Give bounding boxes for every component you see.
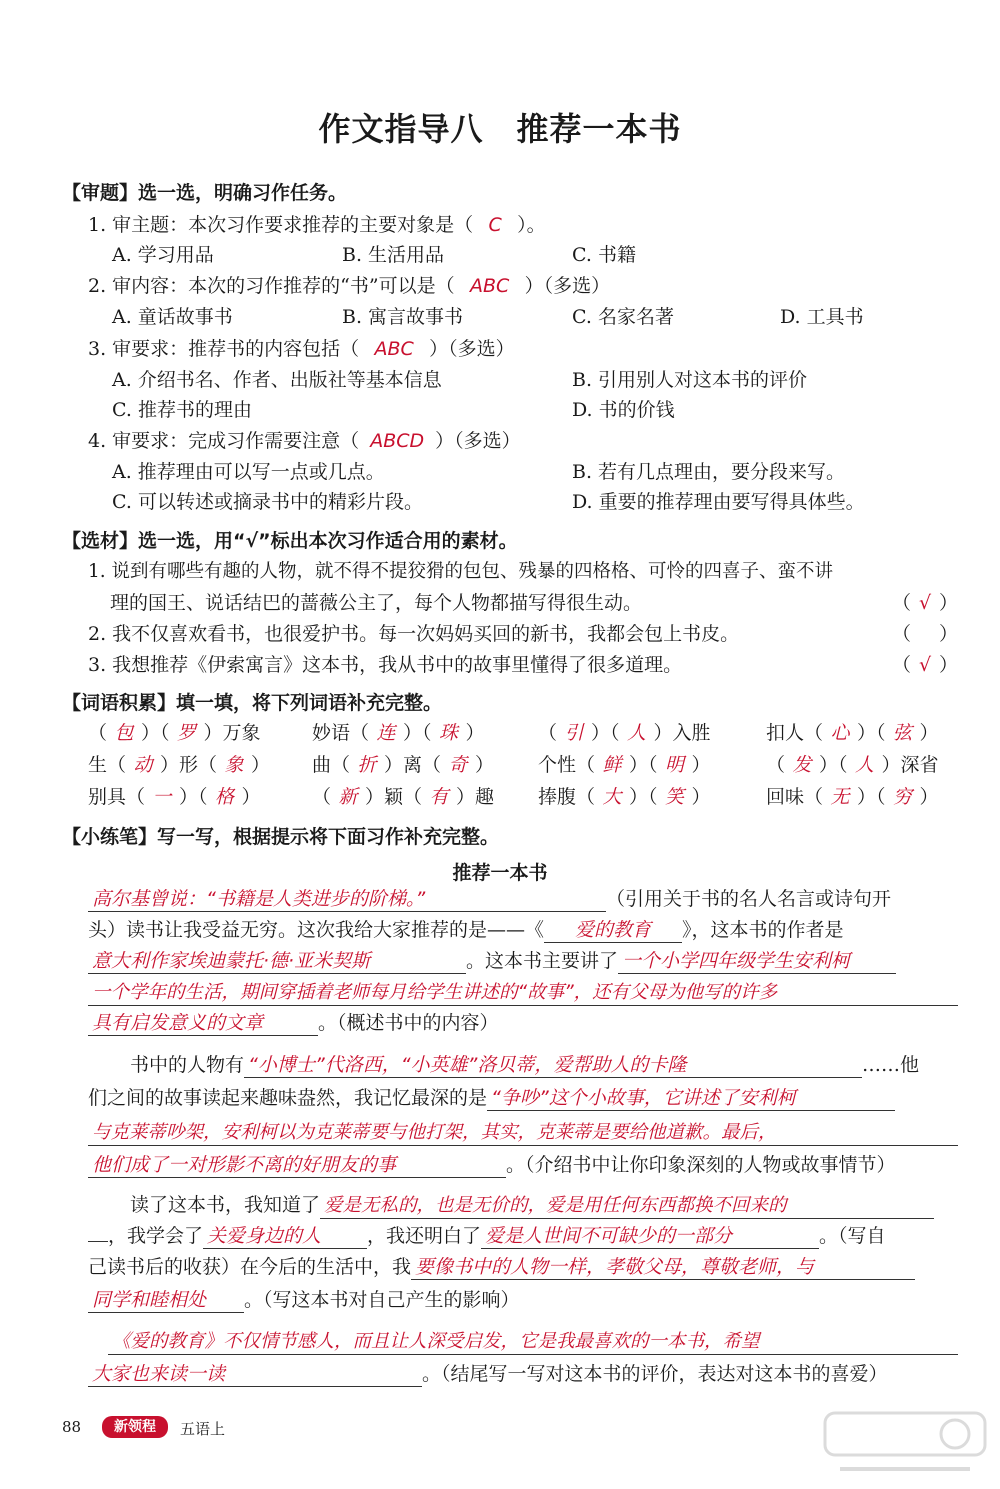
- idiom-3-3: [538, 784, 711, 810]
- idiom-answer: 奇: [448, 754, 468, 776]
- idiom-answer: 笑: [665, 786, 685, 808]
- idiom-text: 回味（: [766, 786, 824, 808]
- idiom-text: ）形（: [160, 754, 218, 776]
- section-ciyu: 【词语积累】填一填，将下列词语补充完整。: [62, 692, 443, 714]
- q4-stem-b: ）（多选）: [435, 430, 521, 452]
- idiom-answer: 一: [152, 786, 172, 808]
- q4-option-c: C. 可以转述或摘录书中的精彩片段。: [112, 491, 423, 513]
- xuancai-mark-1-rp: ）: [939, 592, 959, 614]
- idiom-text: 个性（: [538, 754, 596, 776]
- essay-p3-line2: [88, 1223, 886, 1249]
- idiom-text: ）: [691, 786, 711, 808]
- essay-p2-line1: [130, 1052, 919, 1078]
- idiom-text: ）: [241, 786, 261, 808]
- idiom-answer: 明: [665, 754, 685, 776]
- idiom-1-2: [312, 720, 485, 746]
- idiom-answer: 心: [830, 722, 850, 744]
- idiom-answer: 象: [224, 754, 244, 776]
- essay-p3-text2: ，我学会了: [108, 1225, 204, 1247]
- q2-option-b: B. 寓言故事书: [342, 306, 464, 328]
- essay-p3-text5: 己读书后的收获）在今后的生活中，我: [88, 1256, 412, 1278]
- idiom-text: ）: [251, 754, 271, 776]
- q2-answer: ABC: [469, 275, 510, 297]
- q4-answer: ABCD: [370, 430, 425, 452]
- idiom-1-3: [538, 720, 711, 746]
- q4-option-a: A. 推荐理由可以写一点或几点。: [112, 461, 385, 483]
- essay-p3-text4: 。（写自: [819, 1225, 886, 1247]
- idiom-2-4: [766, 752, 939, 778]
- check-mark-1: √: [918, 592, 932, 614]
- book-title-blank: 爱的教育: [544, 918, 682, 943]
- essay-p4-line2: [88, 1361, 888, 1387]
- idiom-text: 别具（: [88, 786, 146, 808]
- idiom-2-2: [312, 752, 494, 778]
- essay-p3-line4: [88, 1287, 520, 1313]
- essay-title: 推荐一本书: [452, 862, 548, 884]
- idiom-answer: 包: [114, 722, 134, 744]
- q1-stem-b: ）。: [517, 214, 546, 236]
- influence-blank-1: 要像书中的人物一样，孝敬父母，尊敬老师，与: [411, 1255, 915, 1280]
- page-number: 88: [62, 1418, 82, 1436]
- idiom-3-4: [766, 784, 939, 810]
- q4-option-d: D. 重要的推荐理由要写得具体些。: [572, 491, 865, 513]
- idiom-text: ）万象: [203, 722, 261, 744]
- idiom-text: 捧腹（: [538, 786, 596, 808]
- essay-p1-text5: 。（概述书中的内容）: [318, 1012, 499, 1034]
- idiom-1-4: [766, 720, 939, 746]
- xuancai-mark-3-lp: （: [892, 654, 912, 676]
- idiom-text: （: [766, 754, 786, 776]
- story-blank-3: 他们成了一对形影不离的好朋友的事: [88, 1153, 506, 1178]
- q3-stem: [88, 336, 515, 362]
- essay-p3-line3: [88, 1254, 915, 1280]
- ending-blank-2: 大家也来读一读: [88, 1362, 422, 1387]
- learned-blank-tail: [88, 1241, 108, 1242]
- q1-stem-a: 1. 审主题：本次习作要求推荐的主要对象是（: [88, 214, 474, 236]
- idiom-text: ）颖（: [365, 786, 423, 808]
- idiom-text: ）（: [629, 754, 658, 776]
- essay-p1-line5: [88, 1010, 499, 1036]
- idiom-text: ）（: [179, 786, 208, 808]
- idiom-text: ）离（: [384, 754, 442, 776]
- xuancai-mark-3: [892, 652, 958, 678]
- story-blank-2: 与克莱蒂吵架，安利柯以为克莱蒂要与他打架，其实，克莱蒂是要给他道歉。最后，: [88, 1121, 958, 1146]
- idiom-answer: 罗: [177, 722, 197, 744]
- idiom-answer: 穷: [893, 786, 913, 808]
- xuancai-mark-3-rp: ）: [939, 654, 959, 676]
- idiom-text: ）（: [591, 722, 620, 744]
- q1-stem: [88, 212, 546, 238]
- idiom-2-3: [538, 752, 711, 778]
- xuancai-item-1a: 1. 说到有哪些有趣的人物，就不得不提狡猾的包包、残暴的四格格、可怜的四喜子、蛮不讲: [88, 561, 834, 582]
- idiom-text: 扣人（: [766, 722, 824, 744]
- xuancai-mark-1: [892, 590, 958, 616]
- essay-p1-line2: [88, 917, 844, 943]
- characters-blank: “小博士”代洛西，“小英雄”洛贝蒂，爱帮助人的卡隆: [244, 1053, 862, 1078]
- essay-p1-line1: [88, 886, 891, 912]
- idiom-text: ）（: [629, 786, 658, 808]
- idiom-text: （: [88, 722, 108, 744]
- grade-label: 五语上: [180, 1420, 226, 1438]
- check-mark-3: √: [918, 654, 932, 676]
- idiom-text: ）: [465, 722, 485, 744]
- idiom-answer: 有: [429, 786, 449, 808]
- q4-stem-a: 4. 审要求：完成习作需要注意（: [88, 430, 360, 452]
- q3-option-a: A. 介绍书名、作者、出版社等基本信息: [112, 369, 442, 391]
- xuancai-mark-2-lp: （: [892, 623, 912, 645]
- q3-answer: ABC: [374, 338, 414, 360]
- q4-option-b: B. 若有几点理由，要分段来写。: [572, 461, 846, 483]
- idiom-answer: 动: [133, 754, 153, 776]
- idiom-answer: 连: [376, 722, 396, 744]
- section-shenti: 【审题】选一选，明确习作任务。: [62, 182, 348, 204]
- idiom-text: ）（: [819, 754, 848, 776]
- idiom-text: 曲（: [312, 754, 351, 776]
- q2-stem-b: ）（多选）: [524, 275, 611, 297]
- q3-option-d: D. 书的价钱: [572, 399, 675, 421]
- idiom-answer: 格: [215, 786, 235, 808]
- q2-stem: [88, 273, 610, 299]
- essay-p2-line4: [88, 1152, 896, 1178]
- essay-p4-line1: [108, 1328, 958, 1355]
- brand-logo: 新领程: [102, 1416, 168, 1438]
- idiom-2-1: [88, 752, 270, 778]
- essay-p2-text4: 。（介绍书中让你印象深刻的人物或故事情节）: [506, 1154, 896, 1176]
- q3-stem-b: ）（多选）: [429, 338, 515, 360]
- idiom-answer: 发: [792, 754, 812, 776]
- essay-p2-text2: ……他: [862, 1054, 920, 1076]
- content-blank-2: 一个学年的生活，期间穿插着老师每月给学生讲述的“故事”，还有父母为他写的许多: [88, 981, 958, 1006]
- idiom-answer: 鲜: [602, 754, 622, 776]
- essay-p1-line3: [88, 948, 896, 974]
- idiom-text: （: [538, 722, 558, 744]
- essay-p1-text3: 》，这本书的作者是: [682, 919, 844, 941]
- idiom-text: ）: [691, 754, 711, 776]
- influence-blank-2: 同学和睦相处: [88, 1288, 244, 1313]
- q3-option-c: C. 推荐书的理由: [112, 399, 252, 421]
- q4-stem: [88, 428, 521, 454]
- watermark-logo: [820, 1405, 990, 1485]
- idiom-text: ）: [475, 754, 495, 776]
- idiom-answer: 人: [627, 722, 647, 744]
- idiom-answer: 珠: [439, 722, 459, 744]
- idiom-answer: 无: [830, 786, 850, 808]
- content-blank-3: 具有启发意义的文章: [88, 1011, 318, 1036]
- idiom-text: 妙语（: [312, 722, 370, 744]
- q3-option-b: B. 引用别人对这本书的评价: [572, 369, 808, 391]
- xuancai-item-3: 3. 我想推荐《伊索寓言》这本书，我从书中的故事里懂得了很多道理。: [88, 654, 683, 676]
- q2-option-c: C. 名家名著: [572, 306, 674, 328]
- author-blank: 意大利作家埃迪蒙托·德·亚米契斯: [88, 949, 466, 974]
- quote-blank: 高尔基曾说：“书籍是人类进步的阶梯。”: [88, 887, 606, 912]
- essay-p4-text1: 。（结尾写一写对这本书的评价，表达对这本书的喜爱）: [422, 1363, 888, 1385]
- xuancai-item-2: 2. 我不仅喜欢看书，也很爱护书。每一次妈妈买回的新书，我都会包上书皮。: [88, 623, 740, 645]
- skill-blank: 关爱身边的人: [203, 1224, 367, 1249]
- content-blank-1: 一个小学四年级学生安利柯: [618, 949, 896, 974]
- understood-blank: 爱是人世间不可缺少的一部分: [481, 1224, 819, 1249]
- idiom-text: ）（: [403, 722, 432, 744]
- section-xiaolianbi: 【小练笔】写一写，根据提示将下面习作补充完整。: [62, 826, 500, 848]
- idiom-text: （: [312, 786, 332, 808]
- page-title: 作文指导八 推荐一本书: [318, 110, 682, 148]
- section-xuancai: 【选材】选一选，用“√”标出本次习作适合用的素材。: [62, 530, 518, 552]
- idiom-answer: 新: [338, 786, 358, 808]
- xuancai-mark-1-lp: （: [892, 592, 912, 614]
- idiom-answer: 大: [602, 786, 622, 808]
- learned-blank: 爱是无私的，也是无价的，爱是用任何东西都换不回来的: [320, 1194, 934, 1219]
- idiom-answer: 引: [564, 722, 584, 744]
- xuancai-mark-2-rp: ）: [939, 623, 959, 645]
- idiom-text: ）（: [857, 722, 886, 744]
- idiom-1-1: [88, 720, 261, 746]
- essay-p1-text2: 头）读书让我受益无穷。这次我给大家推荐的是——《: [88, 919, 545, 941]
- xuancai-item-1b: 理的国王、说话结巴的蔷薇公主了，每个人物都描写得很生动。: [110, 592, 643, 614]
- idiom-answer: 弦: [893, 722, 913, 744]
- idiom-3-1: [88, 784, 261, 810]
- essay-p2-line2: [88, 1085, 895, 1111]
- idiom-3-2: [312, 784, 494, 810]
- q2-option-a: A. 童话故事书: [112, 306, 233, 328]
- idiom-text: ）: [919, 786, 939, 808]
- q1-option-c: C. 书籍: [572, 244, 636, 266]
- essay-p2-text3: 们之间的故事读起来趣味盎然，我记忆最深的是: [88, 1087, 488, 1109]
- essay-p2-text1: 书中的人物有: [130, 1054, 245, 1076]
- essay-p3-text3: ，我还明白了: [367, 1225, 482, 1247]
- q3-stem-a: 3. 审要求：推荐书的内容包括（: [88, 338, 360, 360]
- idiom-text: ）: [919, 722, 939, 744]
- essay-p1-line4: [88, 979, 958, 1006]
- q1-option-b: B. 生活用品: [342, 244, 445, 266]
- essay-p2-line3: [88, 1119, 958, 1146]
- essay-p3-line1: [130, 1192, 934, 1219]
- idiom-answer: 折: [357, 754, 377, 776]
- q1-answer: C: [488, 214, 502, 236]
- story-blank-1: “争吵”这个小故事，它讲述了安利柯: [487, 1086, 895, 1111]
- idiom-text: ）（: [141, 722, 170, 744]
- idiom-text: ）入胜: [653, 722, 711, 744]
- essay-p1-text4: 。这本书主要讲了: [466, 950, 619, 972]
- q2-option-d: D. 工具书: [780, 306, 864, 328]
- idiom-text: ）（: [857, 786, 886, 808]
- idiom-text: ）趣: [456, 786, 495, 808]
- idiom-text: ）深省: [881, 754, 939, 776]
- idiom-text: 生（: [88, 754, 127, 776]
- idiom-answer: 人: [855, 754, 875, 776]
- essay-p3-text1: 读了这本书，我知道了: [130, 1194, 321, 1216]
- xuancai-mark-2: [892, 621, 958, 647]
- essay-p1-text1: （引用关于书的名人名言或诗句开: [606, 888, 892, 910]
- q2-stem-a: 2. 审内容：本次的习作推荐的“书”可以是（: [88, 275, 455, 297]
- q1-option-a: A. 学习用品: [112, 244, 214, 266]
- ending-blank-1: 《爱的教育》不仅情节感人，而且让人深受启发，它是我最喜欢的一本书，希望: [108, 1330, 958, 1355]
- essay-p3-text6: 。（写这本书对自己产生的影响）: [244, 1289, 520, 1311]
